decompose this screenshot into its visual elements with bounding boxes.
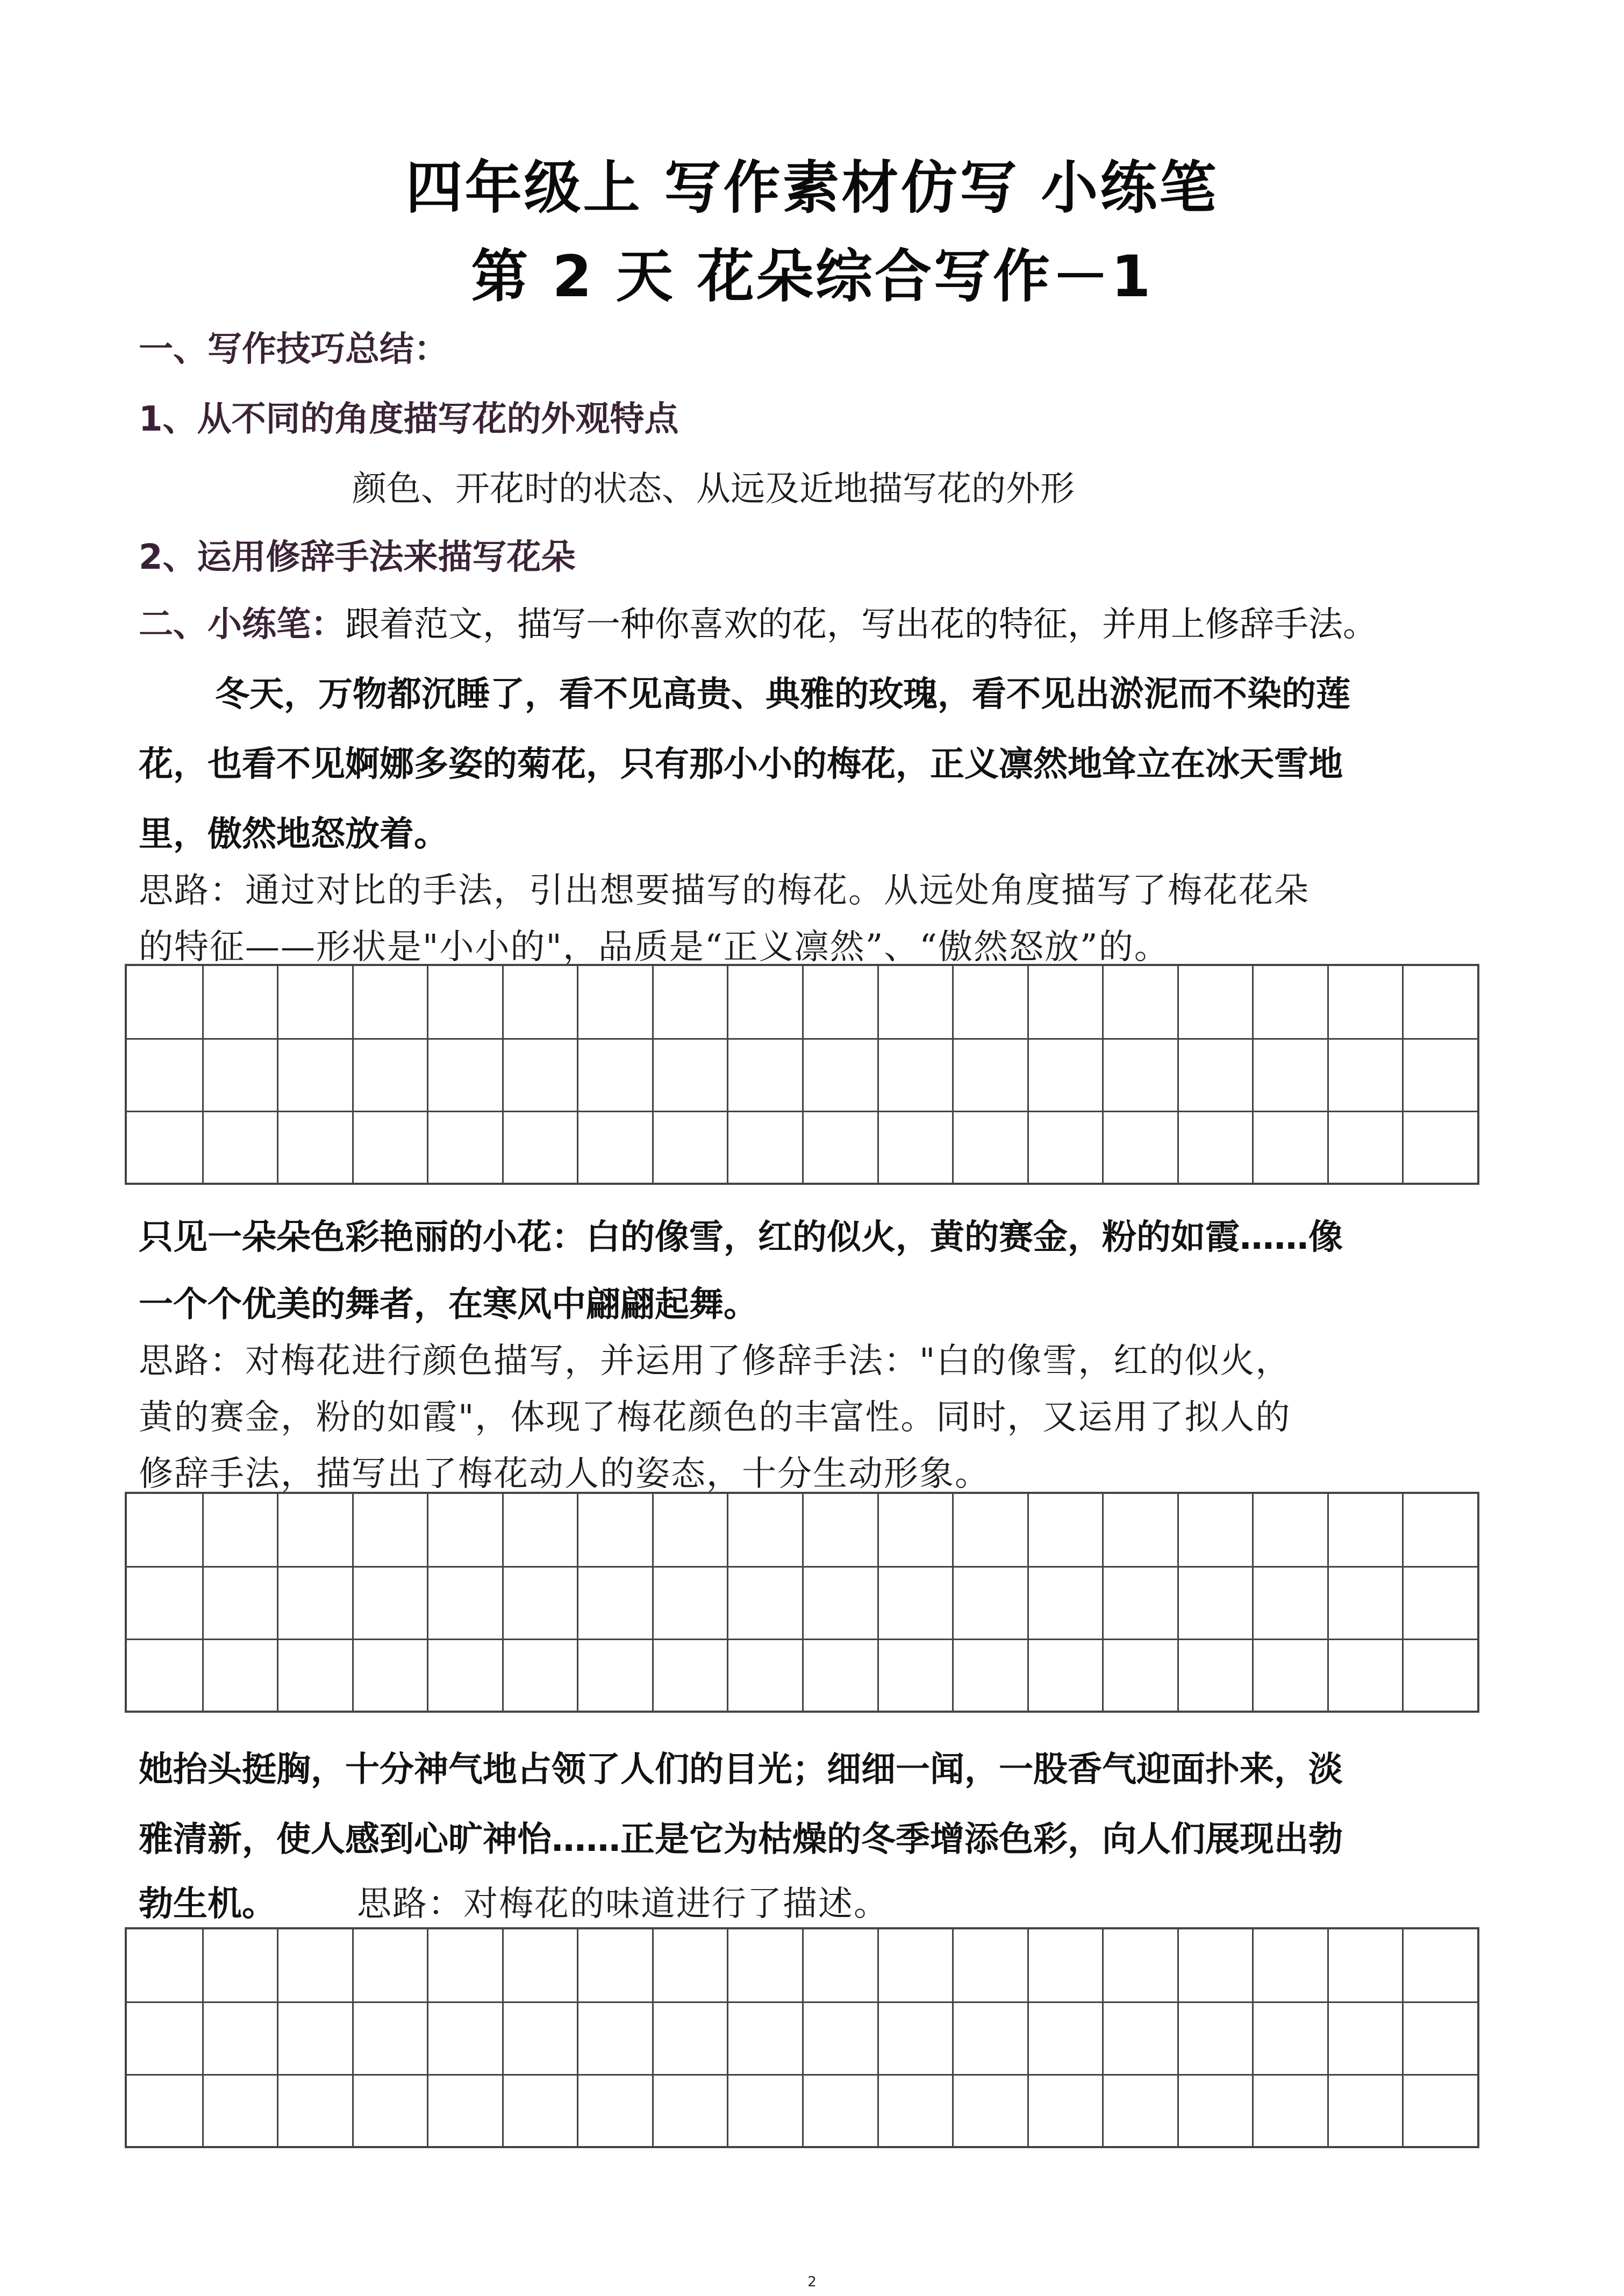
grid-column-line — [1177, 966, 1179, 1183]
grid-column-line — [1102, 966, 1104, 1183]
section2-line — [139, 597, 1493, 646]
passage1-note-2: 的特征——形状是"小小的"，品质是“正义凛然”、“傲然怒放”的。 — [139, 927, 1170, 967]
grid-column-line — [1102, 1929, 1104, 2146]
passage3-line-2: 雅清新，使人感到心旷神怡……正是它为枯燥的冬季增添色彩，向人们展现出勃 — [139, 1820, 1343, 1859]
grid-column-line — [502, 1929, 504, 2146]
grid-column-line — [727, 1494, 728, 1711]
writing-grid-2[interactable] — [125, 1492, 1479, 1713]
passage1-line-2: 花，也看不见婀娜多姿的菊花，只有那小小的梅花，正义凛然地耸立在冰天雪地 — [139, 745, 1343, 784]
grid-column-line — [727, 966, 728, 1183]
writing-grid-1[interactable] — [125, 964, 1479, 1185]
section2-instruction: 跟着范文，描写一种你喜欢的花，写出花的特征，并用上修辞手法。 — [345, 605, 1377, 645]
grid-column-line — [1402, 966, 1404, 1183]
passage2-note-2: 黄的赛金，粉的如霞"，体现了梅花颜色的丰富性。同时，又运用了拟人的 — [139, 1398, 1291, 1437]
grid-row-line — [127, 2001, 1477, 2003]
page-subtitle: 第 2 天 花朵综合写作－1 — [471, 244, 1153, 310]
passage2-note-3: 修辞手法，描写出了梅花动人的姿态，十分生动形象。 — [139, 1454, 990, 1494]
grid-column-line — [577, 1929, 578, 2146]
grid-column-line — [352, 966, 354, 1183]
grid-column-line — [877, 1929, 879, 2146]
grid-column-line — [1327, 1494, 1329, 1711]
section2-heading: 二、小练笔： — [139, 605, 345, 645]
grid-column-line — [1252, 1494, 1254, 1711]
grid-column-line — [1177, 1494, 1179, 1711]
grid-column-line — [877, 1494, 879, 1711]
grid-column-line — [1252, 1929, 1254, 2146]
grid-column-line — [577, 1494, 578, 1711]
technique-point-2: 2、运用修辞手法来描写花朵 — [139, 538, 576, 577]
passage3-line-1: 她抬头挺胸，十分神气地占领了人们的目光；细细一闻，一股香气迎面扑来，淡 — [139, 1750, 1343, 1790]
grid-row-line — [127, 1566, 1477, 1568]
grid-row-line — [127, 1639, 1477, 1640]
grid-column-line — [802, 1494, 804, 1711]
grid-row-line — [127, 1038, 1477, 1040]
passage3-note: 思路：对梅花的味道进行了描述。 — [357, 1884, 889, 1924]
passage2-line-1: 只见一朵朵色彩艳丽的小花：白的像雪，红的似火，黄的赛金，粉的如霞……像 — [139, 1218, 1343, 1257]
grid-column-line — [427, 1494, 428, 1711]
grid-column-line — [352, 1494, 354, 1711]
grid-column-line — [952, 1929, 954, 2146]
grid-column-line — [352, 1929, 354, 2146]
grid-column-line — [427, 1929, 428, 2146]
grid-row-line — [127, 1111, 1477, 1112]
grid-column-line — [652, 1929, 654, 2146]
passage3-line-3: 勃生机。 — [139, 1884, 276, 1924]
grid-row-line — [127, 2074, 1477, 2076]
grid-column-line — [802, 966, 804, 1183]
passage1-line-1: 冬天，万物都沉睡了，看不见高贵、典雅的玫瑰，看不见出淤泥而不染的莲 — [215, 675, 1350, 714]
grid-column-line — [277, 1929, 278, 2146]
grid-column-line — [652, 966, 654, 1183]
grid-column-line — [952, 1494, 954, 1711]
writing-grid-3[interactable] — [125, 1927, 1479, 2148]
grid-column-line — [202, 1929, 204, 2146]
grid-column-line — [1327, 1929, 1329, 2146]
grid-column-line — [202, 966, 204, 1183]
passage1-line-3: 里，傲然地怒放着。 — [139, 814, 448, 854]
grid-column-line — [502, 966, 504, 1183]
technique-point-1-detail: 颜色、开花时的状态、从远及近地描写花的外形 — [352, 469, 1075, 509]
grid-column-line — [1402, 1494, 1404, 1711]
grid-column-line — [502, 1494, 504, 1711]
passage2-line-2: 一个个优美的舞者，在寒风中翩翩起舞。 — [139, 1285, 758, 1325]
grid-column-line — [1027, 1494, 1029, 1711]
grid-column-line — [427, 966, 428, 1183]
grid-column-line — [952, 966, 954, 1183]
grid-column-line — [1402, 1929, 1404, 2146]
section1-heading: 一、写作技巧总结： — [139, 330, 448, 369]
grid-column-line — [727, 1929, 728, 2146]
grid-column-line — [202, 1494, 204, 1711]
grid-column-line — [277, 1494, 278, 1711]
grid-column-line — [277, 966, 278, 1183]
grid-column-line — [802, 1929, 804, 2146]
grid-column-line — [877, 966, 879, 1183]
grid-column-line — [1327, 966, 1329, 1183]
grid-column-line — [1027, 966, 1029, 1183]
grid-column-line — [577, 966, 578, 1183]
grid-column-line — [1177, 1929, 1179, 2146]
page-number: 2 — [807, 2274, 817, 2290]
technique-point-1: 1、从不同的角度描写花的外观特点 — [139, 399, 679, 439]
passage2-note-1: 思路：对梅花进行颜色描写，并运用了修辞手法："白的像雪，红的似火， — [139, 1341, 1291, 1381]
passage3-line-3-row — [139, 1876, 1493, 1926]
page-title: 四年级上 写作素材仿写 小练笔 — [405, 155, 1219, 221]
grid-column-line — [1102, 1494, 1104, 1711]
grid-column-line — [652, 1494, 654, 1711]
grid-column-line — [1027, 1929, 1029, 2146]
passage1-note-1: 思路：通过对比的手法，引出想要描写的梅花。从远处角度描写了梅花花朵 — [139, 871, 1310, 911]
grid-column-line — [1252, 966, 1254, 1183]
